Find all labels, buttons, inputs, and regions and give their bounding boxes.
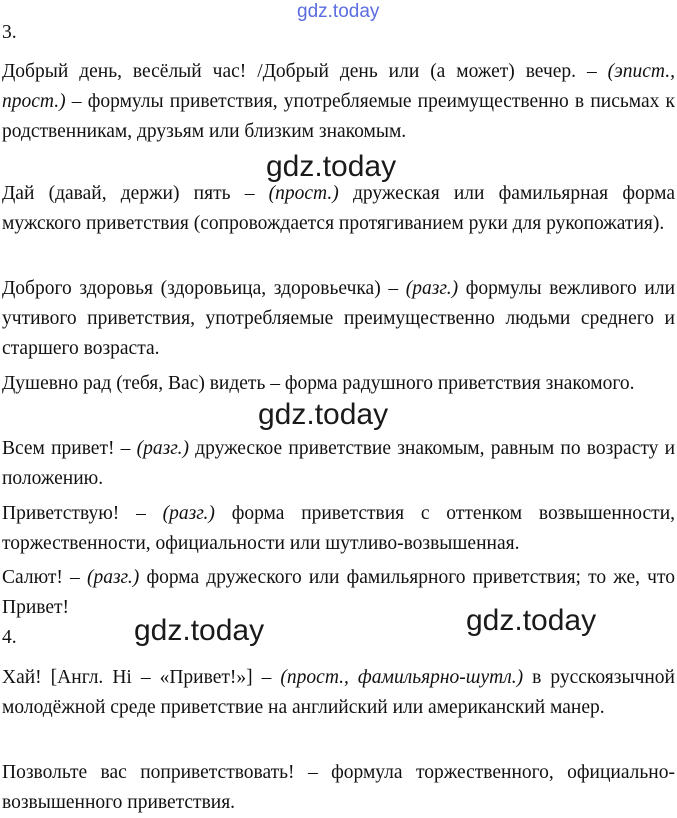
watermark: gdz.today [466,604,597,637]
entry-term: Салют! – [2,567,80,588]
entry-hai [2,663,675,723]
entry-text: формулы вежливого или учтивого приветствия, употребляемые преимущественно людьми среднего и старшего возраста. [2,278,676,359]
entry-privetstvuyu [2,499,675,559]
entry-note: (разг.) [86,567,140,588]
entry-term: Приветствую! – [2,503,146,524]
section-number-4: 4. [2,627,17,648]
entry-note: (прост., фамильярно-шутл.) [280,667,524,688]
entry-term: Доброго здоровья (здоровьица, здоровьечка) – [2,278,399,299]
section-number-3: 3. [2,22,17,43]
entry-note: (разг.) [162,503,215,524]
watermark-top: gdz.today [297,1,380,22]
entry-vsem-privet [2,434,675,494]
entry-dai-pyat [2,179,675,239]
watermark: gdz.today [258,398,389,431]
entry-text: форма приветствия с оттенком возвышенности, торжественности, официальности или шутливо-возвышенная. [2,503,676,554]
entry-text: дружеское приветствие знакомым, равным по возрасту и положению. [2,438,676,489]
entry-dobrogo-zdorovya [2,274,675,364]
entry-note: (прост.) [268,183,339,204]
entry-note: (эпист., прост.) [2,61,675,112]
entry-dushevno-rad [2,369,675,399]
watermark: gdz.today [266,150,397,183]
entry-term: Всем привет! – [2,438,131,459]
entry-note: (разг.) [405,278,459,299]
entry-term: Душевно рад (тебя, Вас) видеть – форма радушного приветствия знакомого. [2,373,635,394]
entry-term: Дай (давай, держи) пять – [2,183,255,204]
entry-pozvolte [2,758,675,818]
entry-note: (разг.) [136,438,189,459]
entry-text: в русскоязычной молодёжной среде приветствие на английский или американский манер. [2,667,675,718]
watermark: gdz.today [134,614,265,647]
entry-term: Хай! [Англ. Hi – «Привет!»] – [2,667,272,688]
entry-term: Добрый день, весёлый час! /Добрый день или (а может) вечер. – [2,61,597,82]
entry-text: дружеская или фамильярная форма мужского приветствия (сопровождается протягиванием руки для рукопожатия). [2,183,676,234]
entry-dobry-den [2,57,675,147]
entry-term: Позвольте вас поприветствовать! – формула торжественного, официально-возвышенного приветствия. [2,762,675,813]
entry-text: – формулы приветствия, употребляемые преимущественно в письмах к родственникам, друзьям или близким знакомым. [2,91,675,142]
entry-text: форма дружеского или фамильярного приветствия; то же, что Привет! [2,567,676,618]
